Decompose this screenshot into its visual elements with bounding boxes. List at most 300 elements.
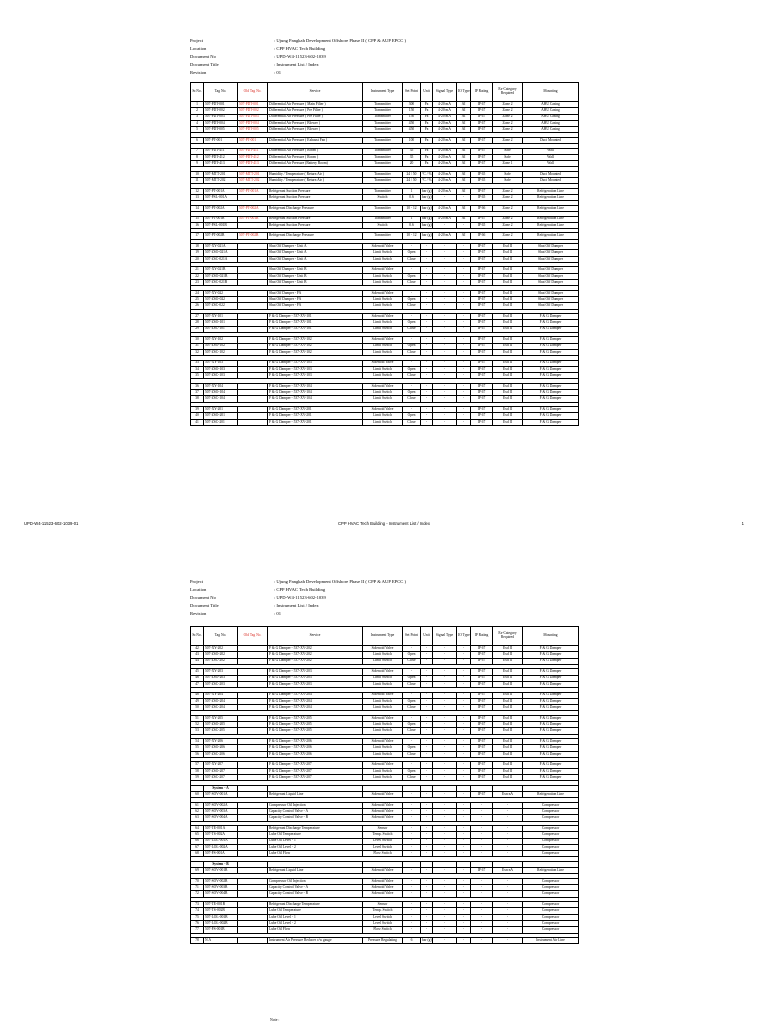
table-cell: AI xyxy=(457,148,471,154)
table-cell: - xyxy=(403,692,421,698)
table-cell: F & G Damper - 537-XV-101 xyxy=(268,314,363,320)
table-cell: - xyxy=(421,290,433,296)
table-cell: - xyxy=(433,222,457,228)
table-cell: 507-PT-001A xyxy=(238,188,268,194)
table-cell: - xyxy=(457,675,471,681)
table-cell: Solenoid Valve xyxy=(363,808,403,814)
column-header: IO Type xyxy=(457,83,471,102)
table-cell: Switch xyxy=(363,195,403,201)
table-cell: Duct Mounted xyxy=(523,171,579,177)
table-cell: - xyxy=(421,920,433,926)
table-cell: IP 67 xyxy=(471,775,493,781)
table-cell: 1 xyxy=(403,216,421,222)
table-cell: - xyxy=(457,303,471,309)
table-cell: Limit Switch xyxy=(363,698,403,704)
header-row-location: Location : CPP HVAC Tech Building xyxy=(190,586,326,592)
column-header: IP Rating xyxy=(471,83,493,102)
column-header: Signal Type xyxy=(433,83,457,102)
table-cell: F & G Damper - 537-XV-201 xyxy=(268,419,363,425)
table-cell: - xyxy=(471,808,493,814)
table-cell: IP 67 xyxy=(471,692,493,698)
table-cell: 507-XY-103 xyxy=(204,360,238,366)
table-cell: bar (g) xyxy=(422,222,432,227)
table-cell: Close xyxy=(403,681,421,687)
table-cell: IP 67 xyxy=(471,114,493,120)
table-cell: - xyxy=(457,825,471,831)
table-cell: 507-XY-021A xyxy=(204,244,238,250)
table-cell: 507-ZSC-203 xyxy=(204,681,238,687)
table-cell: 4-20 mA xyxy=(433,178,457,184)
table-cell: - xyxy=(457,290,471,296)
table-cell: 507-SOV-004A xyxy=(204,815,238,821)
table-cell: - xyxy=(493,908,523,914)
table-cell: F & G Damper - 537-XV-204 xyxy=(268,705,363,711)
table-cell: AHU Casing xyxy=(523,120,579,126)
table-cell: - xyxy=(433,681,457,687)
table-cell: Solenoid Valve xyxy=(363,802,403,808)
table-cell: Compressor xyxy=(523,808,579,814)
table-cell: IP 67 xyxy=(471,413,493,419)
table-cell: 35 xyxy=(191,373,204,379)
table-cell: Limit Switch xyxy=(363,675,403,681)
table-cell: Solenoid Valve xyxy=(363,267,403,273)
table-cell: IP 67 xyxy=(471,343,493,349)
table-cell: Exd II xyxy=(493,413,523,419)
table-cell: Exd II xyxy=(493,314,523,320)
table-cell: - xyxy=(457,222,471,228)
table-cell: Limit Switch xyxy=(363,349,403,355)
table-cell: - xyxy=(421,343,433,349)
table-cell: 20 xyxy=(403,161,421,167)
table-cell: - xyxy=(403,832,421,838)
table-cell: - xyxy=(471,902,493,908)
table-cell: Limit Switch xyxy=(363,366,403,372)
table-cell: F & G Damper xyxy=(523,715,579,721)
table-cell: 28 xyxy=(191,320,204,326)
header-row-document-no: Document No : UPD-W4-11523-602-1039 xyxy=(190,594,326,600)
table-cell: Flow Switch xyxy=(363,927,403,933)
document-header xyxy=(190,36,590,77)
table-cell: 9 xyxy=(191,161,204,167)
table-cell: - xyxy=(421,419,433,425)
table-cell: 507-PDT-002 xyxy=(204,108,238,114)
table-cell: 507-XY-202 xyxy=(204,646,238,652)
table-cell: - xyxy=(457,791,471,797)
table-cell: Solenoid Valve xyxy=(363,815,403,821)
column-header: Sr.No. xyxy=(191,627,204,646)
table-cell: Shut Off Damper xyxy=(523,290,579,296)
table-cell: Close xyxy=(403,728,421,734)
table-cell: - xyxy=(457,768,471,774)
table-cell: Solenoid Valve xyxy=(363,337,403,343)
table-cell: - xyxy=(421,250,433,256)
table-cell: - xyxy=(421,297,433,303)
table-cell: - xyxy=(403,920,421,926)
table-cell: AI xyxy=(457,102,471,108)
footer-page-number: 1 xyxy=(741,521,744,526)
table-cell: AI xyxy=(457,171,471,177)
column-header: IO Type xyxy=(457,627,471,646)
table-cell: - xyxy=(457,326,471,332)
table-cell: F & G Damper xyxy=(523,762,579,768)
table-cell: - xyxy=(493,815,523,821)
table-row xyxy=(191,419,579,425)
table-cell: AI xyxy=(457,233,471,239)
table-cell: 7 xyxy=(191,148,204,154)
table-cell: - xyxy=(403,851,421,857)
section-label: System - B xyxy=(204,861,238,867)
table-cell: 16 xyxy=(191,222,204,228)
table-cell: Solenoid Valve xyxy=(363,878,403,884)
table-cell: Refrigeration Line xyxy=(523,868,579,874)
table-cell: F & G Damper - 537-XV-103 xyxy=(268,360,363,366)
table-cell: F & G Damper - 537-XV-101 xyxy=(268,320,363,326)
table-cell: - xyxy=(403,844,421,850)
table-cell: bar (g) xyxy=(422,205,432,210)
table-cell: Compressor xyxy=(523,927,579,933)
table-cell: F & G Damper - 537-XV-204 xyxy=(268,692,363,698)
table-cell: - xyxy=(457,407,471,413)
table-cell: 507-LOL-001B xyxy=(204,914,238,920)
table-cell: F & G Damper - 537-XV-102 xyxy=(268,337,363,343)
table-cell: - xyxy=(457,349,471,355)
table-cell: 4-20 mA xyxy=(433,114,457,120)
table-cell: 100 xyxy=(403,137,421,143)
table-cell: - xyxy=(457,705,471,711)
table-cell: 5 xyxy=(191,127,204,133)
table-cell: 68 xyxy=(191,851,204,857)
table-cell: IP 67 xyxy=(471,120,493,126)
table-cell: - xyxy=(457,383,471,389)
table-cell: Refrigerant Suction Pressure xyxy=(268,216,363,222)
table-cell: F & G Damper xyxy=(523,314,579,320)
table-cell: Transmitter xyxy=(363,161,403,167)
table-cell: Exd II xyxy=(493,320,523,326)
table-cell: - xyxy=(433,337,457,343)
column-header: Service xyxy=(268,83,363,102)
table-cell: - xyxy=(421,383,433,389)
table-cell: Humidity / Temperature ( Return Air ) xyxy=(268,178,363,184)
table-cell: 14 xyxy=(191,205,204,211)
table-cell: F & G Damper xyxy=(523,337,579,343)
table-cell: 507-PT-001B xyxy=(204,216,238,222)
table-cell: 47 xyxy=(191,681,204,687)
table-cell: 507-SOV-001B xyxy=(204,868,238,874)
table-cell: Transmitter xyxy=(363,171,403,177)
table-cell: - xyxy=(433,739,457,745)
table-cell: IP 67 xyxy=(471,250,493,256)
table-cell: 2 xyxy=(191,108,204,114)
table-cell: Solenoid Valve xyxy=(363,885,403,891)
table-cell: - xyxy=(433,407,457,413)
table-cell: - xyxy=(433,728,457,734)
table-cell: - xyxy=(421,407,433,413)
table-cell: Refrigeration Line xyxy=(523,188,579,194)
table-cell: 507-PT-001A xyxy=(204,188,238,194)
table-cell: 62 xyxy=(191,808,204,814)
table-cell: - xyxy=(433,908,457,914)
table-cell: - xyxy=(457,360,471,366)
table-cell: AI xyxy=(457,137,471,143)
column-header: Mounting xyxy=(523,627,579,646)
table-cell: Exd II xyxy=(493,373,523,379)
table-cell: - xyxy=(433,343,457,349)
column-header: Set Point xyxy=(403,627,421,646)
table-cell: Exd II xyxy=(493,698,523,704)
table-cell: Exd II xyxy=(493,366,523,372)
table-cell: Exd II xyxy=(493,407,523,413)
table-cell: IP 67 xyxy=(471,216,493,222)
table-cell: 4-20 mA xyxy=(433,108,457,114)
table-cell: F & G Damper - 537-XV-205 xyxy=(268,728,363,734)
table-cell: IP 65 xyxy=(471,222,493,228)
table-cell: 507-ZSO-103 xyxy=(204,366,238,372)
table-cell: - xyxy=(457,878,471,884)
table-cell: Pa xyxy=(421,114,433,120)
table-cell: 507-ZSO-102 xyxy=(204,343,238,349)
table-cell: 75 xyxy=(191,914,204,920)
table-cell: 17 xyxy=(191,233,204,239)
table-cell: 507-ZSC-204 xyxy=(204,705,238,711)
table-cell: - xyxy=(433,937,457,943)
table-cell: Solenoid Valve xyxy=(363,669,403,675)
table-cell: Open xyxy=(403,320,421,326)
table-cell: 10 - 12 xyxy=(403,233,421,239)
table-cell: - xyxy=(433,815,457,821)
table-cell: Refrigerant Suction Pressure xyxy=(268,188,363,194)
header-row-project: Project : Ujung Pangkah Development Offshore Phase II ( CPP & AUP EPCC ) xyxy=(190,37,407,43)
table-cell: 507-PDT-411 xyxy=(238,148,268,154)
table-cell: - xyxy=(421,715,433,721)
table-cell: - xyxy=(433,658,457,664)
table-cell: IP 67 xyxy=(471,314,493,320)
table-cell: 4 xyxy=(191,120,204,126)
table-cell: - xyxy=(457,692,471,698)
table-cell: - xyxy=(433,878,457,884)
table-cell: 56 xyxy=(191,751,204,757)
table-cell: Compressor xyxy=(523,851,579,857)
column-header: Unit xyxy=(421,83,433,102)
table-cell: 1 xyxy=(403,188,421,194)
table-cell: Level Switch xyxy=(363,914,403,920)
table-cell: - xyxy=(421,768,433,774)
table-cell: Limit Switch xyxy=(363,396,403,402)
table-cell: 4-20 mA xyxy=(433,171,457,177)
table-cell: Lube Oil Level - 1 xyxy=(268,838,363,844)
table-cell: AI xyxy=(457,114,471,120)
table-cell: Shut Off Damper xyxy=(523,250,579,256)
table-cell: F & G Damper - 537-XV-205 xyxy=(268,715,363,721)
table-cell: 66 xyxy=(191,838,204,844)
table-cell: 507-ZSC-206 xyxy=(204,751,238,757)
table-cell: - xyxy=(433,775,457,781)
table-cell: F & G Damper xyxy=(523,652,579,658)
table-cell: F & G Damper xyxy=(523,413,579,419)
column-header: Old Tag No. xyxy=(238,83,268,102)
table-cell: AHU Casing xyxy=(523,127,579,133)
table-cell: Exd II xyxy=(493,256,523,262)
table-cell: - xyxy=(403,878,421,884)
table-cell: - xyxy=(433,195,457,201)
column-header: Ex-Category Required xyxy=(493,627,523,646)
table-cell: - xyxy=(457,885,471,891)
table-cell: - xyxy=(433,751,457,757)
table-cell: IP 67 xyxy=(471,868,493,874)
table-cell: Shut Off Damper - Unit B xyxy=(268,267,363,273)
table-cell: Solenoid Valve xyxy=(363,739,403,745)
table-cell: 507-ZSO-207 xyxy=(204,768,238,774)
table-cell: - xyxy=(403,902,421,908)
table-cell: F & G Damper xyxy=(523,768,579,774)
table-cell: Refrigeration Line xyxy=(523,216,579,222)
table-cell: F & G Damper xyxy=(523,360,579,366)
table-cell: Solenoid Valve xyxy=(363,383,403,389)
table-cell: - xyxy=(457,815,471,821)
table-cell: 507-ZSC-021B xyxy=(204,280,238,286)
table-cell: F & G Damper xyxy=(523,669,579,675)
table-cell: IP 67 xyxy=(471,739,493,745)
table-cell: 507-TS-002A xyxy=(204,832,238,838)
table-cell: - xyxy=(493,927,523,933)
table-cell: Refrigerant Discharge Pressure xyxy=(268,233,363,239)
table-cell: 507-PDT-005 xyxy=(204,127,238,133)
header-row-project: Project : Ujung Pangkah Development Offshore Phase II ( CPP & AUP EPCC ) xyxy=(190,578,407,584)
table-cell: IP 66 xyxy=(471,233,493,239)
table-cell: - xyxy=(403,267,421,273)
table-cell: Sensor xyxy=(363,825,403,831)
table-cell: - xyxy=(457,802,471,808)
table-cell: - xyxy=(457,891,471,897)
table-cell: Exd II xyxy=(493,297,523,303)
table-cell: Shut Off Damper - Unit B xyxy=(268,273,363,279)
table-cell: Open xyxy=(403,390,421,396)
table-cell: 507-XY-022 xyxy=(204,290,238,296)
table-cell: - xyxy=(421,902,433,908)
table-cell: 29 xyxy=(191,326,204,332)
table-cell: - xyxy=(433,290,457,296)
table-cell: Safe xyxy=(493,154,523,160)
table-cell: Lube Oil Temperature xyxy=(268,908,363,914)
table-cell: F & G Damper xyxy=(523,390,579,396)
table-cell: - xyxy=(403,739,421,745)
table-cell: Transmitter xyxy=(363,120,403,126)
table-cell: - xyxy=(433,844,457,850)
table-cell: - xyxy=(403,360,421,366)
table-cell: bar (g) xyxy=(422,194,432,199)
table-cell: F & G Damper - 537-XV-103 xyxy=(268,373,363,379)
table-cell: Exd II xyxy=(493,280,523,286)
table-cell: Shut Off Damper xyxy=(523,267,579,273)
table-cell: 507-PDT-003 xyxy=(204,114,238,120)
table-cell: Pa xyxy=(421,137,433,143)
table-cell: Refrigerant Suction Pressure xyxy=(268,195,363,201)
table-cell: Zone 2 xyxy=(493,137,523,143)
table-cell: Refrigerant Discharge Temperature xyxy=(268,902,363,908)
table-cell: Close xyxy=(403,705,421,711)
table-cell: - xyxy=(433,646,457,652)
table-cell: Open xyxy=(403,768,421,774)
table-cell: Solenoid Valve xyxy=(363,646,403,652)
table-cell: - xyxy=(403,868,421,874)
table-cell: AHU Casing xyxy=(523,102,579,108)
table-cell: Refrigeration Line xyxy=(523,195,579,201)
table-cell: IP 67 xyxy=(471,728,493,734)
table-cell: Flow Switch xyxy=(363,851,403,857)
table-cell: 507-PDT-413 xyxy=(204,161,238,167)
table-cell: Lube Oil Temperature xyxy=(268,832,363,838)
table-cell: - xyxy=(457,320,471,326)
table-cell: - xyxy=(421,832,433,838)
table-cell: - xyxy=(493,902,523,908)
table-cell: - xyxy=(433,914,457,920)
table-cell: 507-PT-002A xyxy=(204,205,238,211)
table-cell: Sensor xyxy=(363,902,403,908)
table-cell: 507-PDT-001 xyxy=(204,102,238,108)
table-cell: Open xyxy=(403,698,421,704)
table-cell: IP 67 xyxy=(471,280,493,286)
table-cell: IP 67 xyxy=(471,705,493,711)
table-cell: IP 67 xyxy=(471,722,493,728)
table-cell: - xyxy=(433,891,457,897)
table-cell: F & G Damper xyxy=(523,373,579,379)
table-cell: Solenoid Valve xyxy=(363,868,403,874)
table-cell: Shut Off Damper xyxy=(523,280,579,286)
table-cell: Exd II xyxy=(493,751,523,757)
table-cell: - xyxy=(421,838,433,844)
table-cell: Exd II xyxy=(493,273,523,279)
table-cell: - xyxy=(433,360,457,366)
table-cell: 69 xyxy=(191,868,204,874)
table-cell: - xyxy=(403,715,421,721)
table-cell: 39 xyxy=(191,407,204,413)
table-cell: Exd II xyxy=(493,646,523,652)
table-cell: - xyxy=(433,267,457,273)
table-cell: - xyxy=(493,844,523,850)
table-cell: - xyxy=(433,413,457,419)
table-cell: - xyxy=(471,851,493,857)
table-cell: 34 xyxy=(191,366,204,372)
table-cell: F & G Damper xyxy=(523,745,579,751)
table-cell: - xyxy=(433,303,457,309)
table-cell: - xyxy=(457,343,471,349)
table-cell: 74 xyxy=(191,908,204,914)
table-cell: AHU Casing xyxy=(523,108,579,114)
table-cell: Shut Off Damper - FA xyxy=(268,303,363,309)
table-cell: Solenoid Valve xyxy=(363,791,403,797)
table-cell: - xyxy=(457,646,471,652)
table-cell: Temp. Switch xyxy=(363,832,403,838)
table-cell: 507-SOV-003A xyxy=(204,808,238,814)
table-cell: 4-20 mA xyxy=(433,102,457,108)
table-cell: 10 - 12 xyxy=(403,205,421,211)
table-cell: Solenoid Valve xyxy=(363,715,403,721)
table-cell: IP 67 xyxy=(471,188,493,194)
table-cell: IP 67 xyxy=(471,762,493,768)
table-cell: Limit Switch xyxy=(363,273,403,279)
table-cell: Close xyxy=(403,373,421,379)
table-cell: 507-MTT-202 xyxy=(204,178,238,184)
table-cell: Transmitter xyxy=(363,178,403,184)
table-cell: - xyxy=(421,303,433,309)
table-cell: - xyxy=(457,832,471,838)
table-cell: - xyxy=(421,244,433,250)
table-cell: Duct Mounted xyxy=(523,137,579,143)
table-cell: Close xyxy=(403,751,421,757)
table-cell: 24 xyxy=(191,290,204,296)
table-cell: Differential Air Pressure (Battery Room) xyxy=(268,161,363,167)
table-cell: 41 xyxy=(191,419,204,425)
table-cell: Exd II xyxy=(493,728,523,734)
